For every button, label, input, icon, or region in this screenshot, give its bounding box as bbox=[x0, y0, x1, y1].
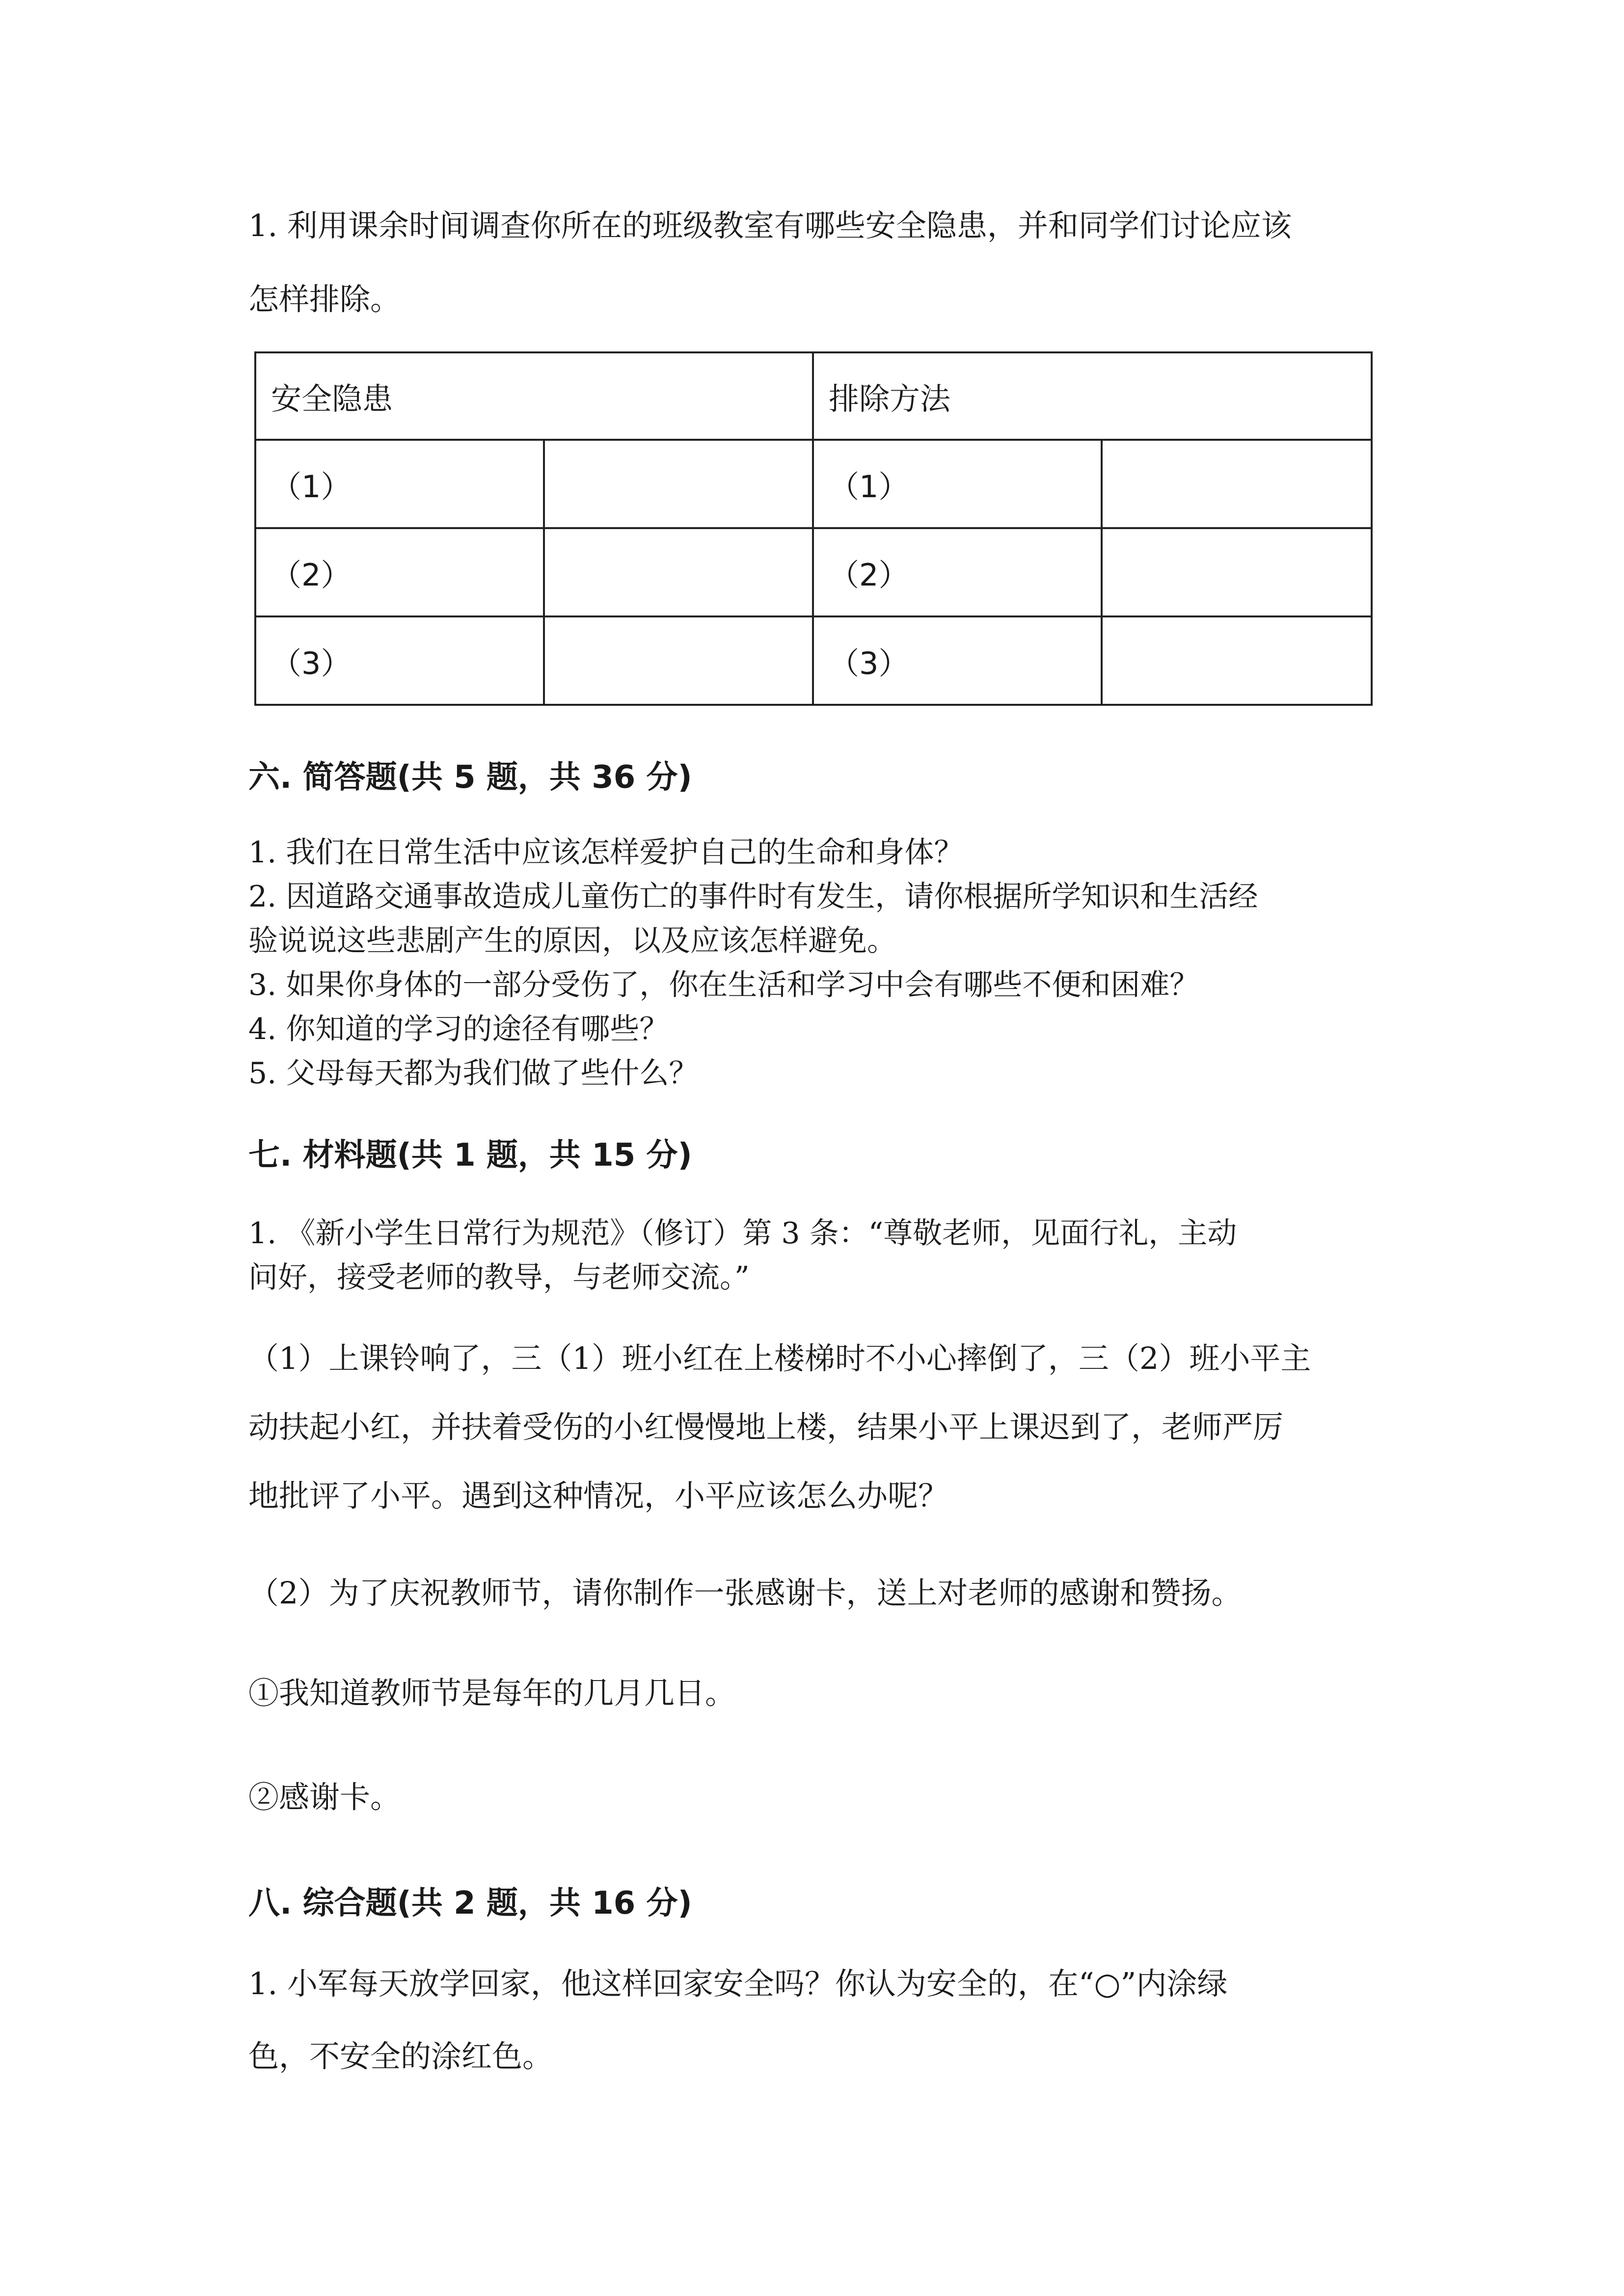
material-part-1: （1）上课铃响了，三（1）班小红在上楼梯时不小心摔倒了，三（2）班小平主 bbox=[248, 1340, 1311, 1376]
material-part-1-continued: 地批评了小平。遇到这种情况，小平应该怎么办呢？ bbox=[248, 1478, 949, 1514]
table-header-row bbox=[255, 352, 1372, 440]
table-row bbox=[255, 440, 1372, 528]
section-heading-short-answer: 六. 简答题(共 5 题，共 36 分) bbox=[248, 759, 692, 796]
question-3: 3. 如果你身体的一部分受伤了，你在生活和学习中会有哪些不便和困难？ bbox=[248, 968, 1199, 1002]
table-cell-solution-label: （3） bbox=[813, 616, 1102, 705]
question-2: 2. 因道路交通事故造成儿童伤亡的事件时有发生，请你根据所学知识和生活经 bbox=[248, 880, 1258, 914]
safety-hazard-table bbox=[254, 351, 1373, 706]
question-5: 5. 父母每天都为我们做了些什么？ bbox=[248, 1056, 699, 1091]
material-part-2-b: ②感谢卡。 bbox=[248, 1779, 401, 1815]
question-text: 1. 利用课余时间调查你所在的班级教室有哪些安全隐患，并和同学们讨论应该 bbox=[248, 208, 1292, 243]
table-cell-solution-blank[interactable] bbox=[1102, 616, 1372, 705]
short-answer-questions bbox=[248, 830, 1387, 1095]
table-cell-hazard-label: （1） bbox=[255, 440, 544, 528]
table-cell-hazard-label: （3） bbox=[255, 616, 544, 705]
table-row bbox=[255, 616, 1372, 705]
table-cell-hazard-blank[interactable] bbox=[544, 440, 813, 528]
question-2-continued: 验说说这些悲剧产生的原因，以及应该怎样避免。 bbox=[248, 924, 896, 958]
table-cell-solution-blank[interactable] bbox=[1102, 440, 1372, 528]
table-row bbox=[255, 528, 1372, 616]
table-cell-solution-blank[interactable] bbox=[1102, 528, 1372, 616]
question-text-continued: 怎样排除。 bbox=[248, 281, 401, 317]
table-header-hazard: 安全隐患 bbox=[255, 352, 813, 440]
table-cell-hazard-blank[interactable] bbox=[544, 528, 813, 616]
section-heading-material: 七. 材料题(共 1 题，共 15 分) bbox=[248, 1137, 692, 1174]
material-part-2-a: ①我知道教师节是每年的几月几日。 bbox=[248, 1675, 736, 1711]
material-quote: 1. 《新小学生日常行为规范》（修订）第 3 条：“尊敬老师，见面行礼，主动 bbox=[248, 1216, 1237, 1251]
comprehensive-question-1-continued: 色，不安全的涂红色。 bbox=[248, 2038, 553, 2074]
material-part-1-continued: 动扶起小红，并扶着受伤的小红慢慢地上楼，结果小平上课迟到了，老师严厉 bbox=[248, 1409, 1284, 1445]
section-heading-comprehensive: 八. 综合题(共 2 题，共 16 分) bbox=[248, 1885, 692, 1922]
question-1: 1. 我们在日常生活中应该怎样爱护自己的生命和身体？ bbox=[248, 835, 964, 870]
table-header-solution: 排除方法 bbox=[813, 352, 1372, 440]
table-cell-hazard-blank[interactable] bbox=[544, 616, 813, 705]
question-4: 4. 你知道的学习的途径有哪些？ bbox=[248, 1012, 669, 1046]
material-part-2: （2）为了庆祝教师节，请你制作一张感谢卡，送上对老师的感谢和赞扬。 bbox=[248, 1575, 1242, 1611]
table-cell-solution-label: （2） bbox=[813, 528, 1102, 616]
material-quote-continued: 问好，接受老师的教导，与老师交流。” bbox=[248, 1260, 750, 1295]
table-cell-solution-label: （1） bbox=[813, 440, 1102, 528]
comprehensive-question-1: 1. 小军每天放学回家，他这样回家安全吗？你认为安全的，在“○”内涂绿 bbox=[248, 1966, 1228, 2002]
material-question-intro bbox=[248, 1211, 1387, 1300]
table-cell-hazard-label: （2） bbox=[255, 528, 544, 616]
